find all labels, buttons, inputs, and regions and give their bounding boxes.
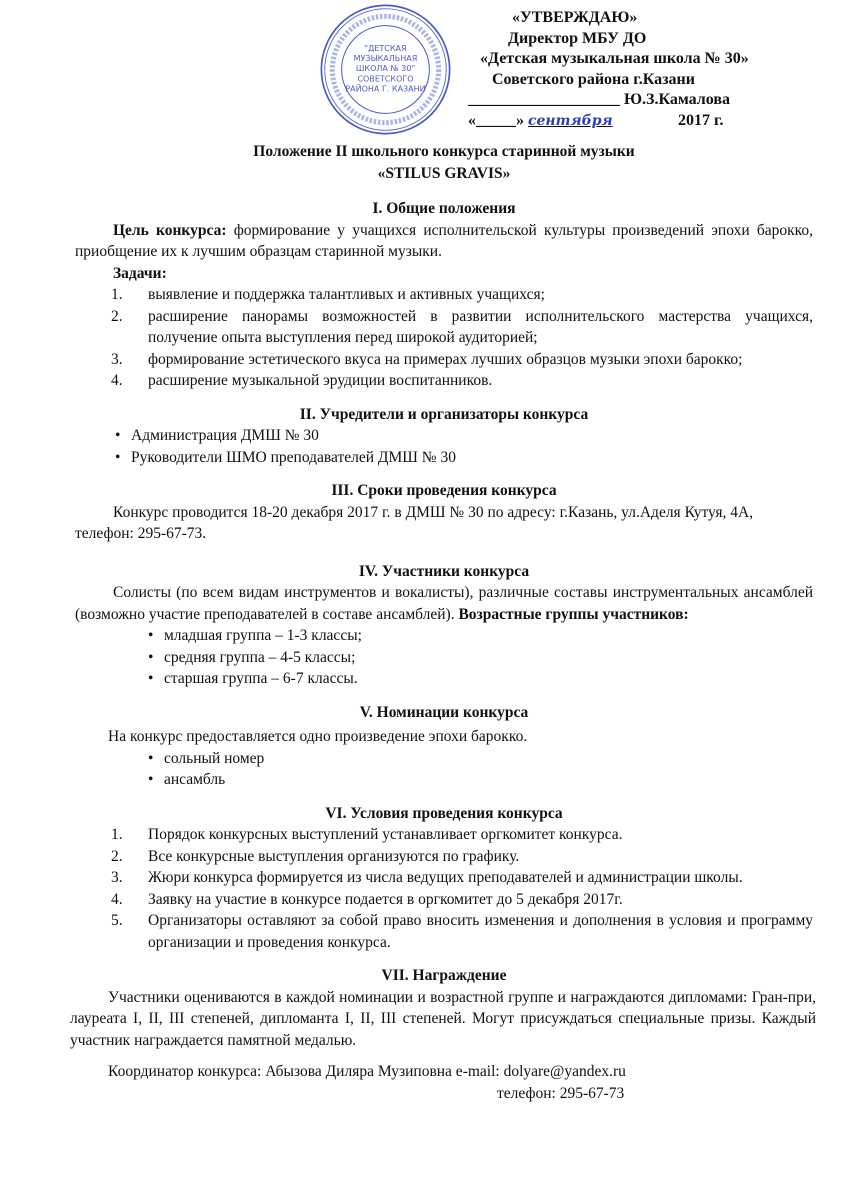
list-item-text: сольный номер (164, 749, 265, 767)
list-item: • старшая группа – 6-7 классы. (148, 668, 813, 690)
list-item-text: Все конкурсные выступления организуются по графику. (148, 847, 520, 865)
list-item-text: расширение панорамы возможностей в развитии исполнительского мастерства учащихся, получение опыта выступления перед широкой аудиторией; (148, 307, 813, 346)
svg-text:РАЙОНА Г. КАЗАНИ: РАЙОНА Г. КАЗАНИ (345, 84, 426, 94)
goal-paragraph (75, 220, 813, 263)
section-3-heading: III. Сроки проведения конкурса (331, 482, 557, 499)
approval-block (468, 8, 749, 131)
list-item: 3. формирование эстетического вкуса на примерах лучших образцов музыки эпохи барокко; (111, 349, 813, 371)
svg-text:"ДЕТСКАЯ: "ДЕТСКАЯ (364, 43, 407, 53)
section-4-heading: IV. Участники конкурса (358, 562, 530, 580)
list-item: 4. расширение музыкальной эрудиции воспитанников. (111, 370, 813, 392)
coordinator-phone: телефон: 295-67-73 (497, 1084, 625, 1102)
participants-text: Солисты (по всем видам инструментов и вокалисты), различные составы инструментальных ансамблей (возможно участие преподавателей в составе ансамблей). (75, 584, 813, 623)
list-item: • средняя группа – 4-5 классы; (148, 647, 813, 669)
svg-text:ШКОЛА № 30": ШКОЛА № 30" (355, 64, 416, 74)
list-item: 2. Все конкурсные выступления организуются по графику. (111, 846, 813, 868)
list-item-text: младшая группа – 1-3 классы; (164, 627, 362, 644)
list-item-text: выявление и поддержка талантливых и активных учащихся; (148, 286, 545, 303)
date-month: сентября (528, 112, 613, 129)
list-item-text: средняя группа – 4-5 классы; (164, 648, 356, 666)
signer-name: Ю.З.Камалова (624, 91, 730, 108)
list-item: • ансамбль (148, 769, 813, 791)
awards-paragraph: Участники оцениваются в каждой номинации и возрастной группе и награждаются дипломами: Гран-при, лауреата I, II, III степеней, дипломанта I, II, III степеней. Могут присуждаться специальные призы. Каждый участник награждается памятной медалью. (70, 988, 816, 1049)
list-item: • Руководители ШМО преподавателей ДМШ № 30 (115, 447, 813, 469)
approval-district: Советского района г.Казани (492, 70, 695, 88)
participants-paragraph (75, 582, 813, 625)
section-7-heading: VII. Награждение (381, 967, 507, 984)
document-body (70, 141, 816, 1104)
svg-text:СОВЕТСКОГО: СОВЕТСКОГО (357, 74, 414, 84)
section-1-heading: I. Общие положения (372, 200, 516, 217)
list-item: 1. выявление и поддержка талантливых и активных учащихся; (111, 284, 813, 306)
list-item: • Администрация ДМШ № 30 (115, 425, 813, 447)
list-item-text: Руководители ШМО преподавателей ДМШ № 30 (131, 448, 456, 466)
list-item-text: Администрация ДМШ № 30 (131, 427, 319, 444)
age-groups-list (148, 625, 813, 690)
approval-title: «УТВЕРЖДАЮ» (512, 9, 638, 26)
title-line-2: «STILUS GRAVIS» (377, 164, 511, 182)
age-groups-label: Возрастные группы участников: (458, 605, 689, 623)
coordinator-line: Координатор конкурса: Абызова Диляра Музиповна e-mail: dolyare@yandex.ru (108, 1063, 626, 1080)
list-item: 1. Порядок конкурсных выступлений устанавливает оргкомитет конкурса. (111, 824, 813, 846)
list-item-text: формирование эстетического вкуса на примерах лучших образцов музыки эпохи барокко; (148, 350, 743, 368)
list-item: • сольный номер (148, 748, 813, 770)
approval-position: Директор МБУ ДО (508, 29, 647, 47)
list-item-text: ансамбль (164, 771, 226, 788)
section-6-heading: VI. Условия проведения конкурса (325, 804, 563, 822)
svg-text:МУЗЫКАЛЬНАЯ: МУЗЫКАЛЬНАЯ (353, 54, 418, 64)
list-item-text: старшая группа – 6-7 классы. (164, 670, 358, 687)
section-2-heading: II. Учредители и организаторы конкурса (299, 405, 589, 423)
list-item: 2. расширение панорамы возможностей в развитии исполнительского мастерства учащихся, получение опыта выступления перед широкой аудиторией; (111, 306, 813, 349)
date-day: «_____» (468, 111, 524, 129)
goal-text: формирование у учащихся исполнительской культуры произведений эпохи барокко, приобщение их к лучшим образцам старинной музыки. (75, 221, 813, 260)
school-stamp (318, 2, 453, 137)
nominations-text: На конкурс предоставляется одно произведение эпохи барокко. (108, 728, 528, 745)
list-item-text: расширение музыкальной эрудиции воспитанников. (148, 372, 493, 389)
date-year: 2017 г. (678, 111, 724, 129)
list-item-text: Порядок конкурсных выступлений устанавливает оргкомитет конкурса. (148, 826, 623, 843)
nominations-list (148, 748, 813, 791)
list-item-text: Заявку на участие в конкурсе подается в оргкомитет до 5 декабря 2017г. (148, 890, 623, 908)
dates-paragraph: Конкурс проводится 18-20 декабря 2017 г. в ДМШ № 30 по адресу: г.Казань, ул.Аделя Кутуя, 4А, телефон: 295-67-73. (75, 503, 754, 542)
conditions-list (111, 824, 813, 953)
list-item: 5. Организаторы оставляют за собой право вносить изменения и дополнения в условия и программу организации и проведения конкурса. (111, 910, 813, 953)
approval-school: «Детская музыкальная школа № 30» (480, 50, 749, 67)
document-title (75, 141, 813, 184)
list-item: 3. Жюри конкурса формируется из числа ведущих преподавателей и администрации школы. (111, 867, 813, 889)
list-item-text: Организаторы оставляют за собой право вносить изменения и дополнения в условия и программу организации и проведения конкурса. (148, 912, 813, 951)
section-5-heading: V. Номинации конкурса (359, 703, 529, 721)
tasks-list (111, 284, 813, 392)
signature-line: ___________________ (468, 91, 620, 108)
list-item-text: Жюри конкурса формируется из числа ведущих преподавателей и администрации школы. (148, 869, 743, 886)
goal-label: Цель конкурса: (113, 221, 227, 239)
list-item: 4. Заявку на участие в конкурсе подается в оргкомитет до 5 декабря 2017г. (111, 889, 813, 911)
organizers-list (115, 425, 813, 468)
title-line-1: Положение II школьного конкурса старинной музыки (253, 143, 635, 160)
tasks-label: Задачи: (113, 264, 167, 282)
list-item: • младшая группа – 1-3 классы; (148, 625, 813, 647)
